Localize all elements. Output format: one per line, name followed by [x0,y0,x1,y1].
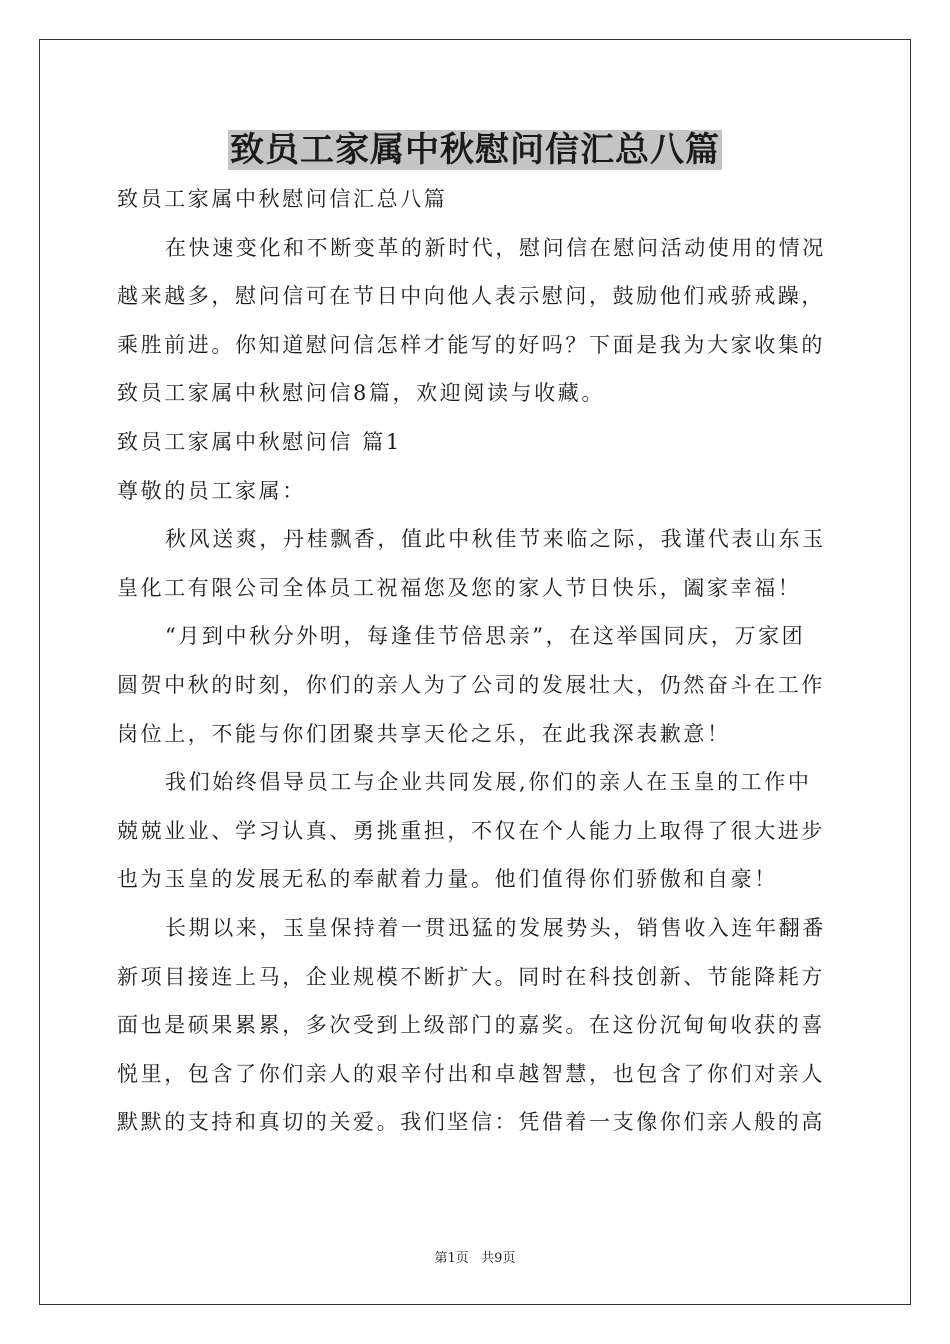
paragraph-line: 乘胜前进。你知道慰问信怎样才能写的好吗？下面是我为大家收集的 [117,332,825,357]
paragraph-line: “月到中秋分外明，每逢佳节倍思亲”，在这举国同庆，万家团 [165,624,806,649]
paragraph-line: 皇化工有限公司全体员工祝福您及您的家人节日快乐，阖家幸福！ [117,575,802,600]
document-title [0,126,950,174]
paragraph-line: 越来越多，慰问信可在节日中向他人表示慰问，鼓励他们戒骄戒躁， [117,284,825,309]
paragraph-line: 岗位上，不能与你们团聚共享天伦之乐，在此我深表歉意！ [117,721,731,746]
paragraph-line: 新项目接连上马，企业规模不断扩大。同时在科技创新、节能降耗方 [117,964,825,989]
section-heading: 致员工家属中秋慰问信 篇1 [117,429,402,454]
paragraph-line: 面也是硕果累累，多次受到上级部门的嘉奖。在这份沉甸甸收获的喜 [117,1013,825,1038]
document-title-text: 致员工家属中秋慰问信汇总八篇 [230,130,720,170]
paragraph-line: 悦里，包含了你们亲人的艰辛付出和卓越智慧，也包含了你们对亲人 [117,1061,825,1086]
paragraph-line: 默默的支持和真切的关爱。我们坚信：凭借着一支像你们亲人般的高 [117,1110,825,1135]
paragraph-line: 在快速变化和不断变革的新时代，慰问信在慰问活动使用的情况 [165,235,826,260]
salutation: 尊敬的员工家属： [117,478,306,503]
paragraph-line: 秋风送爽，丹桂飘香，值此中秋佳节来临之际，我谨代表山东玉 [165,527,826,552]
paragraph-line: 长期以来，玉皇保持着一贯迅猛的发展势头，销售收入连年翻番 [165,915,826,940]
paragraph-line: 也为玉皇的发展无私的奉献着力量。他们值得你们骄傲和自豪！ [117,867,778,892]
paragraph-line: 兢兢业业、学习认真、勇挑重担，不仅在个人能力上取得了很大进步 [117,818,825,843]
paragraph-line: 致员工家属中秋慰问信8篇，欢迎阅读与收藏。 [117,381,605,406]
page-number-footer: 第1页 共9页 [434,1251,516,1266]
paragraph-line: 圆贺中秋的时刻，你们的亲人为了公司的发展壮大，仍然奋斗在工作 [117,672,825,697]
document-body [117,175,833,1147]
paragraph-line: 我们始终倡导员工与企业共同发展,你们的亲人在玉皇的工作中 [165,770,812,795]
subtitle-line: 致员工家属中秋慰问信汇总八篇 [117,187,448,211]
